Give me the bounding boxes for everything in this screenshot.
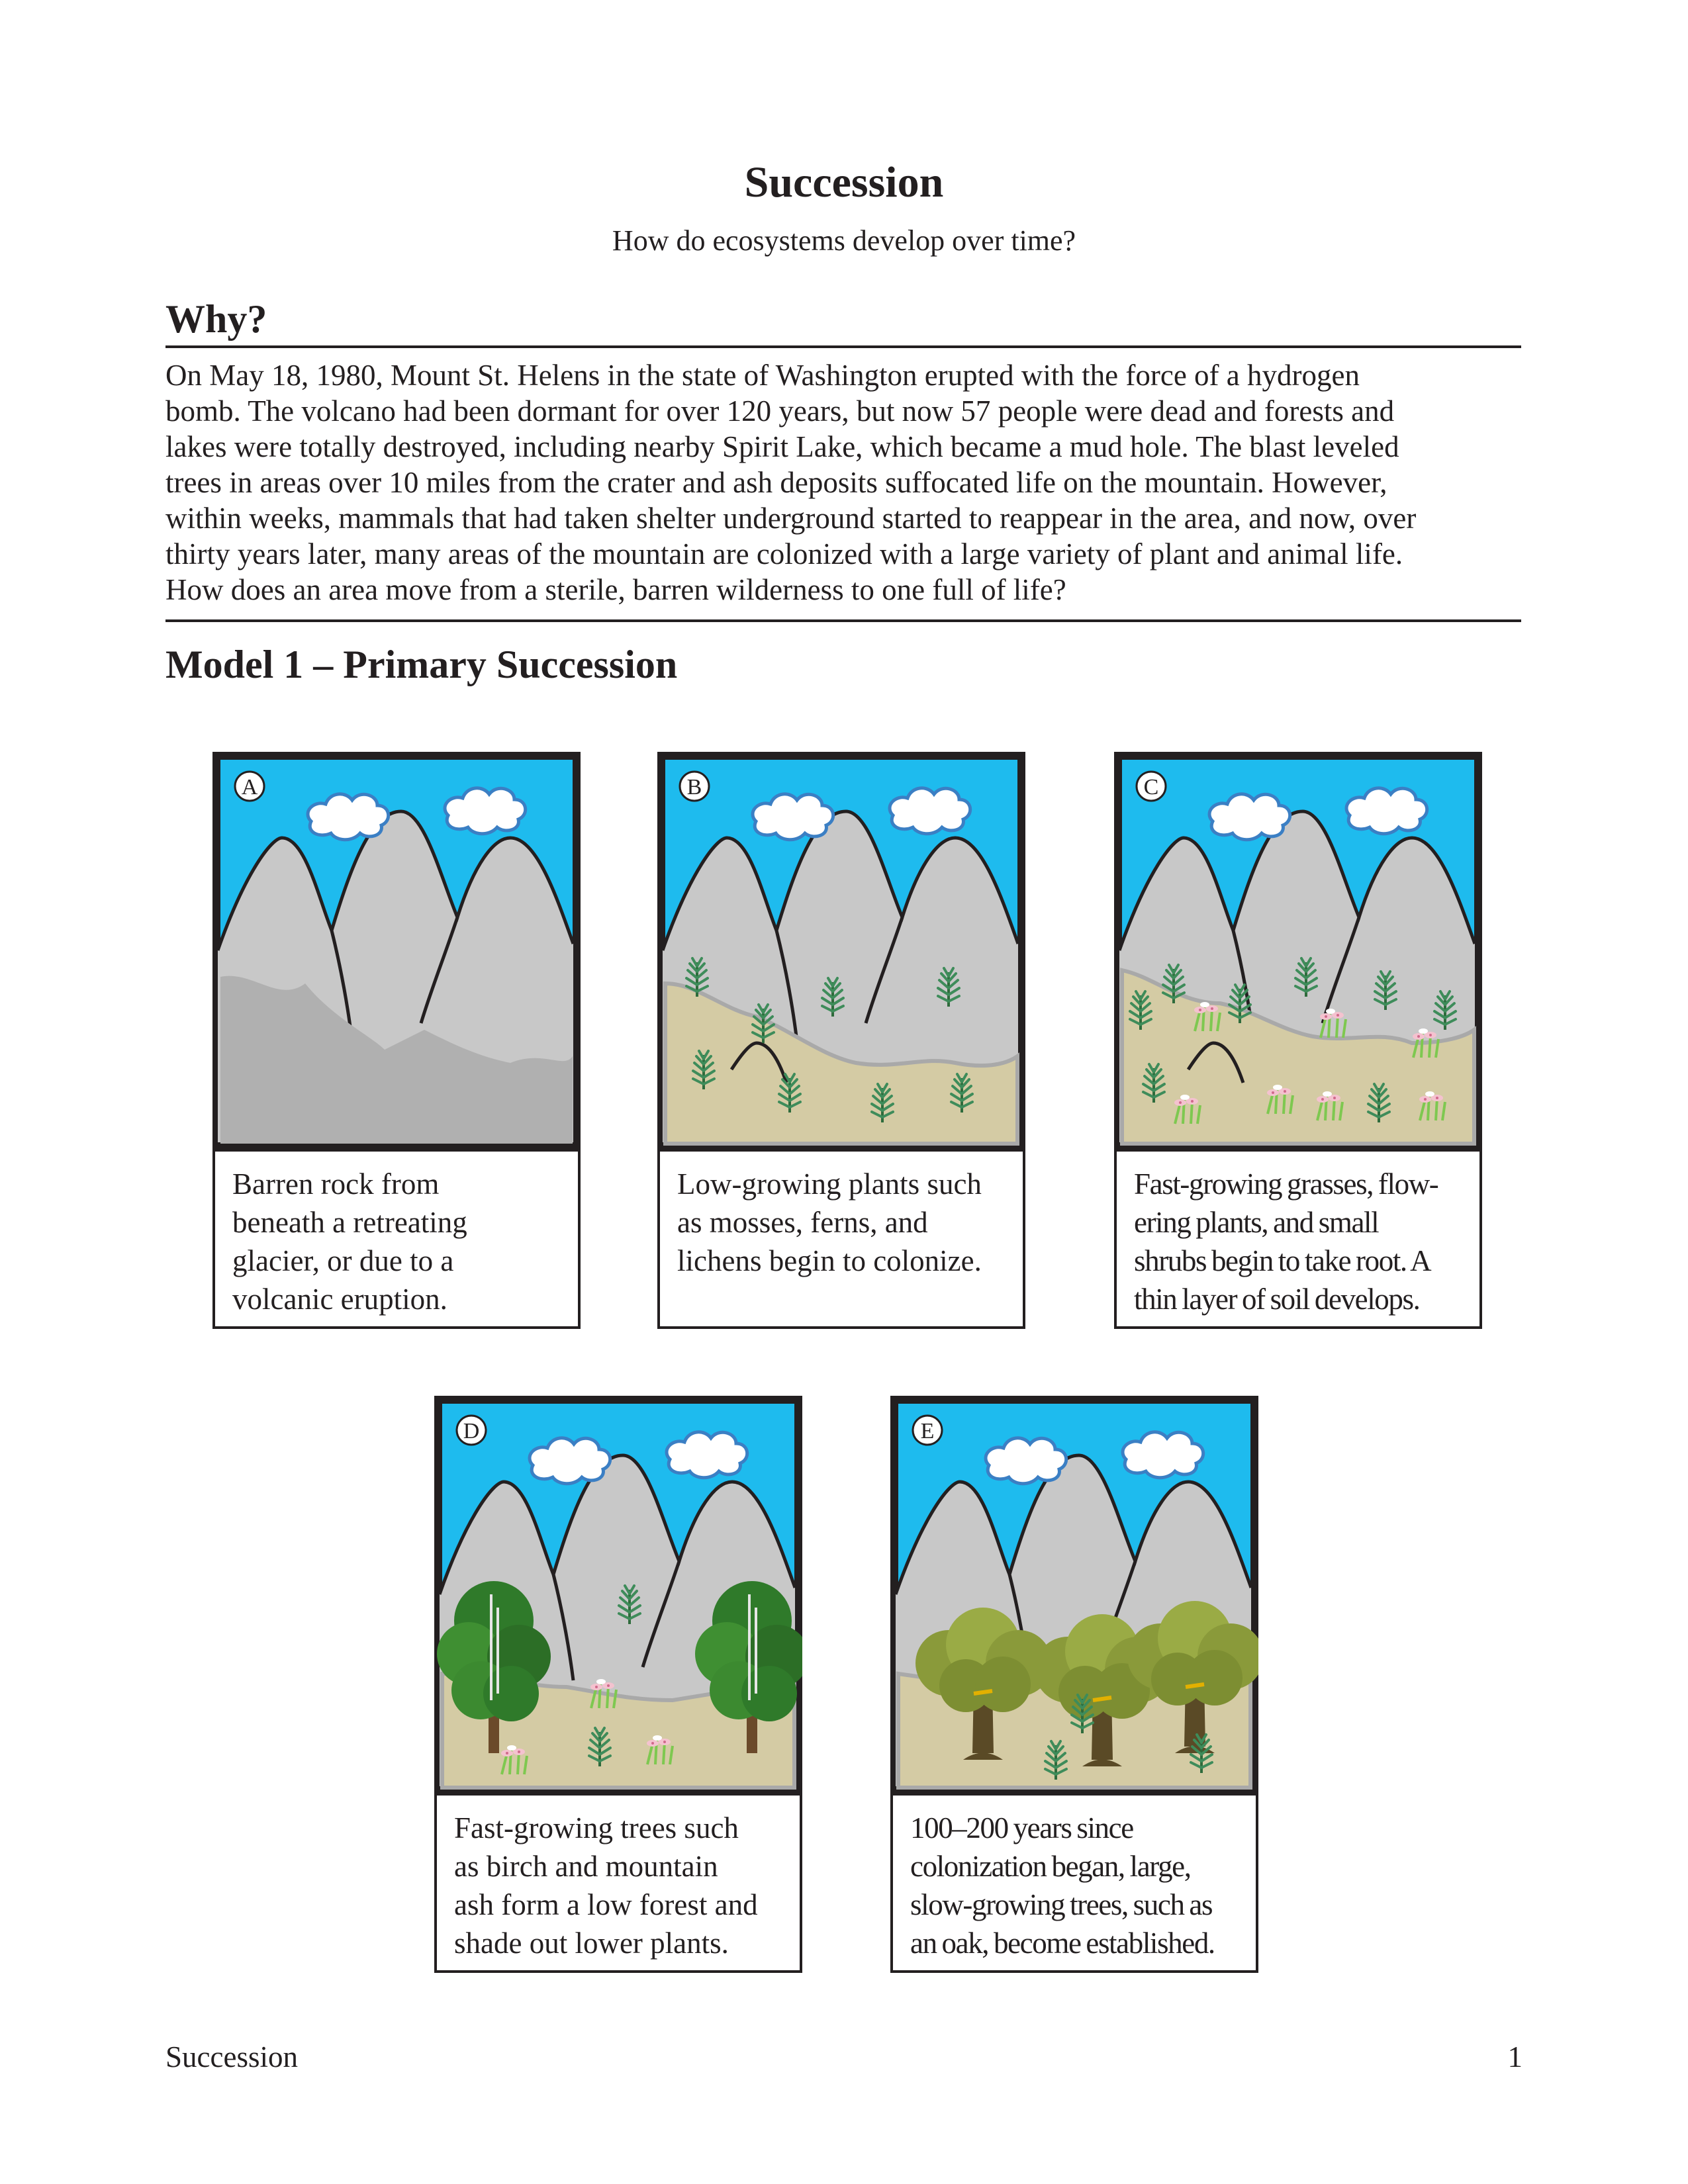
panel-a [212, 752, 581, 1329]
why-heading: Why? [165, 297, 267, 341]
panel-b [657, 752, 1025, 1329]
panel-d-illustration [434, 1396, 802, 1796]
why-top-rule [165, 345, 1521, 348]
model-heading: Model 1 – Primary Succession [165, 643, 678, 686]
panel-d [434, 1396, 802, 1973]
caption-line: glacier, or due to a [232, 1244, 454, 1277]
panel-b-caption [657, 1152, 1025, 1329]
panel-c-caption [1114, 1152, 1482, 1329]
caption-line: lichens begin to colonize. [677, 1244, 982, 1277]
panel-b-illustration [657, 752, 1025, 1152]
page-subtitle: How do ecosystems develop over time? [612, 224, 1076, 257]
caption-line: Fast-growing trees such [454, 1811, 739, 1844]
caption-line: shade out lower plants. [454, 1927, 729, 1960]
caption-line: ash form a low forest and [454, 1888, 758, 1921]
panel-letter: D [463, 1419, 480, 1443]
caption-line: volcanic eruption. [232, 1283, 447, 1316]
page-title: Succession [744, 158, 944, 206]
caption-line: as birch and mountain [454, 1850, 718, 1883]
caption-line: an oak, become established. [910, 1927, 1215, 1960]
footer-title: Succession [165, 2040, 298, 2073]
panel-a-illustration [212, 752, 581, 1152]
why-line: lakes were totally destroyed, including nearby Spirit Lake, which became a mud hole. The blast leveled [165, 430, 1399, 463]
panel-c-illustration [1114, 752, 1482, 1152]
why-line: bomb. The volcano had been dormant for over 120 years, but now 57 people were dead and forests and [165, 394, 1395, 428]
caption-line: Low-growing plants such [677, 1167, 982, 1201]
panel-c [1114, 752, 1482, 1329]
panel-letter: B [686, 775, 702, 799]
panel-d-caption [434, 1796, 802, 1973]
why-line: trees in areas over 10 miles from the crater and ash deposits suffocated life on the mountain. However, [165, 466, 1387, 499]
why-line: within weeks, mammals that had taken shelter underground started to reappear in the area, and now, over [165, 502, 1417, 535]
why-paragraph [165, 357, 1523, 608]
panel-e-caption [890, 1796, 1258, 1973]
why-line: How does an area move from a sterile, barren wilderness to one full of life? [165, 573, 1066, 606]
caption-line: 100–200 years since [910, 1811, 1133, 1844]
caption-line: ering plants, and small [1134, 1206, 1379, 1239]
caption-line: colonization began, large, [910, 1850, 1191, 1883]
why-line: On May 18, 1980, Mount St. Helens in the state of Washington erupted with the force of a hydrogen [165, 359, 1360, 392]
panel-e [890, 1396, 1258, 1973]
caption-line: as mosses, ferns, and [677, 1206, 928, 1239]
panel-letter: A [241, 775, 258, 799]
caption-line: shrubs begin to take root. A [1134, 1244, 1431, 1277]
why-bottom-rule [165, 619, 1521, 622]
page-number: 1 [1507, 2040, 1523, 2073]
panel-a-caption [212, 1152, 581, 1329]
caption-line: thin layer of soil develops. [1134, 1283, 1420, 1316]
caption-line: Barren rock from [232, 1167, 440, 1201]
caption-line: beneath a retreating [232, 1206, 467, 1239]
panel-letter: E [920, 1419, 935, 1443]
panel-e-illustration [890, 1396, 1258, 1796]
caption-line: slow-growing trees, such as [910, 1888, 1213, 1921]
caption-line: Fast-growing grasses, flow- [1134, 1167, 1438, 1201]
panel-letter: C [1143, 775, 1159, 799]
why-line: thirty years later, many areas of the mountain are colonized with a large variety of plant and animal life. [165, 537, 1403, 570]
